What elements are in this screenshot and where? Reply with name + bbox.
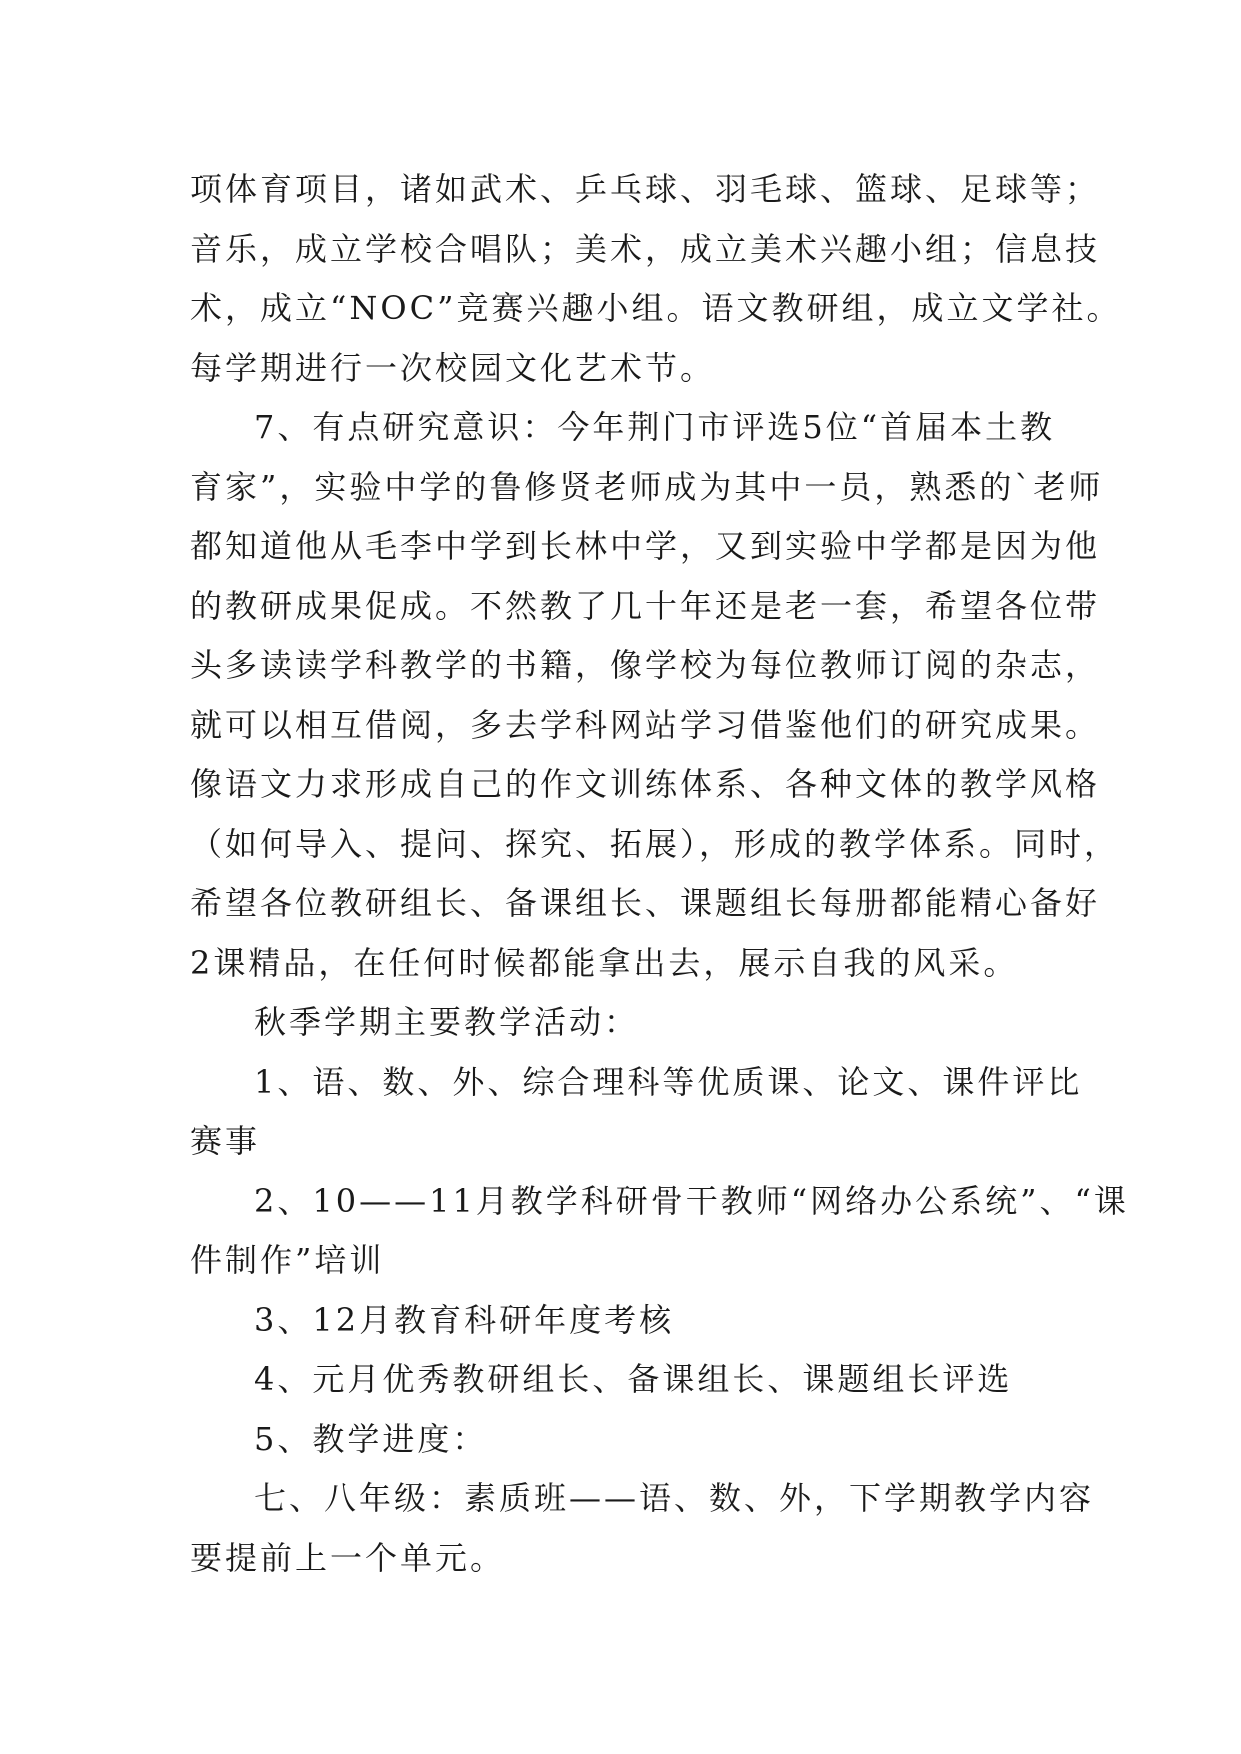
text-line: 3、12月教育科研年度考核 xyxy=(254,1300,675,1339)
text-line: 每学期进行一次校园文化艺术节。 xyxy=(190,348,716,387)
text-line: 都知道他从毛李中学到长林中学，又到实验中学都是因为他 xyxy=(190,527,1101,565)
text-line: 1、语、数、外、综合理科等优质课、论文、课件评比 xyxy=(254,1062,1083,1101)
text-line: 要提前上一个单元。 xyxy=(190,1538,506,1577)
text-line: 就可以相互借阅，多去学科网站学习借鉴他们的研究成果。 xyxy=(190,705,1101,744)
text-line: 项体育项目，诸如武术、乒乓球、羽毛球、篮球、足球等； xyxy=(190,170,1101,208)
text-line: 2、10——11月教学科研骨干教师“网络办公系统”、“课 xyxy=(254,1181,1129,1220)
text-line: 的教研成果促成。不然教了几十年还是老一套，希望各位带 xyxy=(190,586,1101,625)
text-line: 赛事 xyxy=(190,1122,261,1160)
text-line: 音乐，成立学校合唱队；美术，成立美术兴趣小组；信息技 xyxy=(190,229,1101,268)
document-page xyxy=(190,160,1129,1588)
text-line: 2课精品，在任何时候都能拿出去，展示自我的风采。 xyxy=(190,943,1019,982)
text-line: 5、教学进度： xyxy=(254,1419,488,1458)
text-line: 件制作”培训 xyxy=(190,1241,385,1279)
text-line: 术，成立“NOC”竞赛兴趣小组。语文教研组，成立文学社。 xyxy=(190,289,1122,327)
text-line: 7、有点研究意识：今年荆门市评选5位“首届本土教 xyxy=(254,408,1056,446)
text-line: 育家”，实验中学的鲁修贤老师成为其中一员，熟悉的`老师 xyxy=(190,467,1104,506)
text-line: 头多读读学科教学的书籍，像学校为每位教师订阅的杂志， xyxy=(190,646,1101,684)
text-line: 4、元月优秀教研组长、备课组长、课题组长评选 xyxy=(254,1360,1013,1398)
text-line: 像语文力求形成自己的作文训练体系、各种文体的教学风格 xyxy=(190,765,1101,803)
text-line: 七、八年级：素质班——语、数、外，下学期教学内容 xyxy=(254,1479,1095,1517)
text-line: 秋季学期主要教学活动： xyxy=(254,1003,640,1041)
text-line: （如何导入、提问、探究、拓展），形成的教学体系。同时， xyxy=(190,824,1120,863)
text-line: 希望各位教研组长、备课组长、课题组长每册都能精心备好 xyxy=(190,884,1101,922)
